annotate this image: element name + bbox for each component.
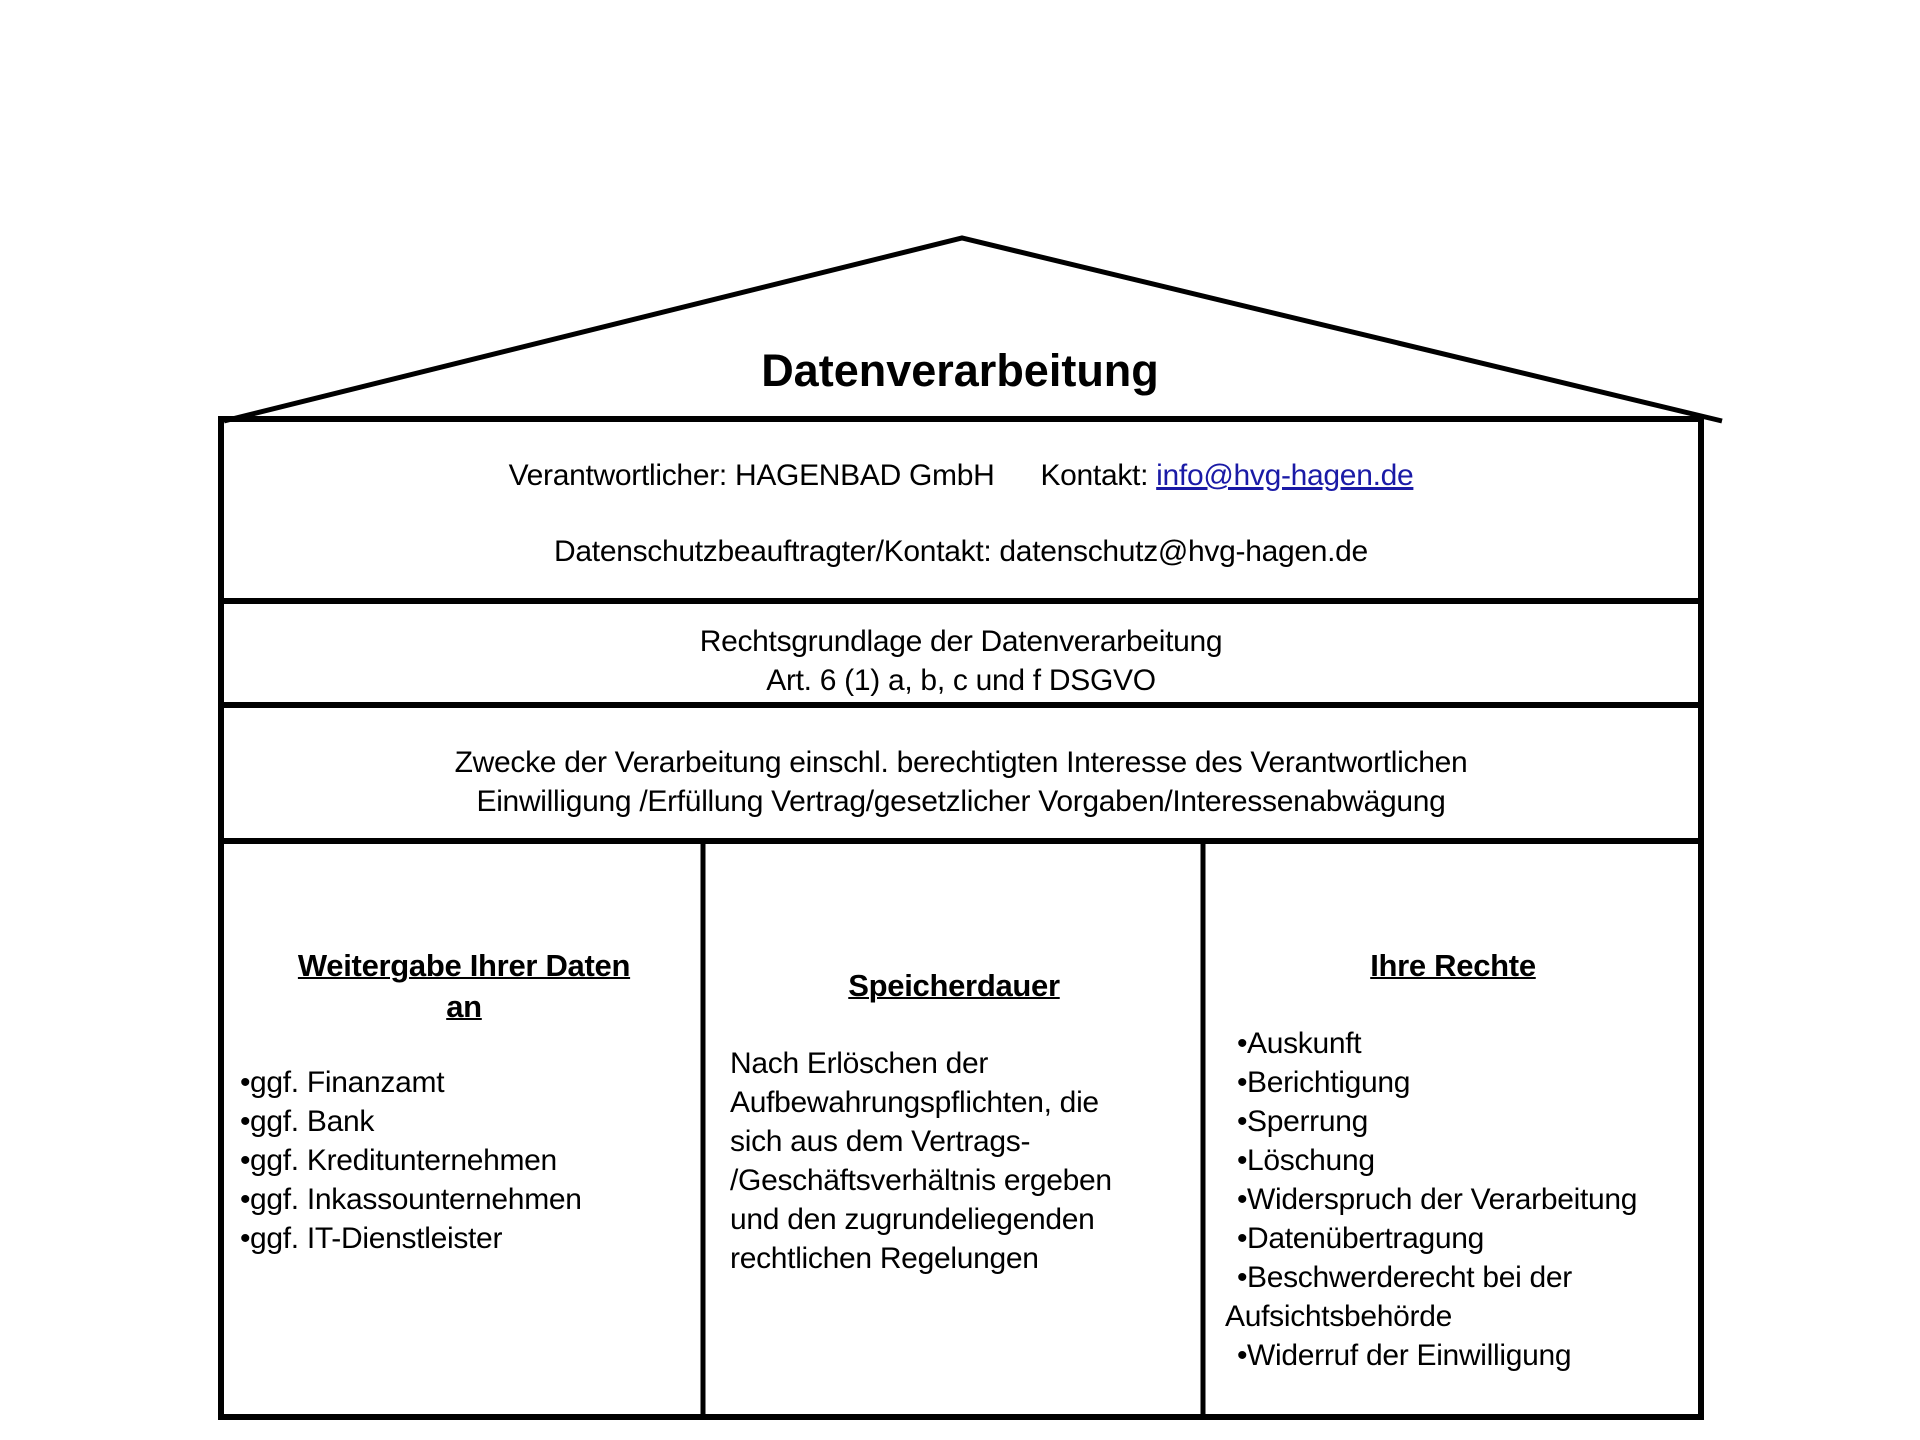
rights-list [1225, 1024, 1638, 1375]
purposes-line-1: Zwecke der Verarbeitung einschl. berechtigten Interesse des Verantwortlichen [454, 746, 1468, 779]
list-item [1237, 1336, 1637, 1375]
bullet-icon: • [1237, 1105, 1248, 1138]
list-item [240, 1141, 582, 1180]
list-item-text: Widerruf der Einwilligung [1247, 1339, 1572, 1372]
bullet-icon: • [1237, 1066, 1248, 1099]
contact-label: Kontakt: [1040, 459, 1149, 492]
list-item [240, 1219, 582, 1258]
list-item [1237, 1063, 1637, 1102]
list-item [1237, 1258, 1637, 1297]
bullet-icon: • [1237, 1261, 1248, 1294]
retention-text [730, 1044, 1112, 1278]
dpo-line: Datenschutzbeauftragter/Kontakt: datenschutz@hvg-hagen.de [554, 535, 1368, 568]
bullet-icon: • [1237, 1222, 1248, 1255]
list-item-text: ggf. Bank [250, 1105, 375, 1138]
retention-line: Nach Erlöschen der [730, 1047, 989, 1080]
list-item-text: ggf. IT-Dienstleister [250, 1222, 503, 1255]
list-item [240, 1063, 582, 1102]
legal-basis-line-1: Rechtsgrundlage der Datenverarbeitung [699, 625, 1223, 658]
list-item-text: Berichtigung [1247, 1066, 1411, 1099]
contact-email-link[interactable]: info@hvg-hagen.de [1156, 459, 1414, 492]
list-item-text: Löschung [1247, 1144, 1375, 1177]
bullet-icon: • [1237, 1027, 1248, 1060]
list-item [1237, 1141, 1637, 1180]
retention-line: rechtlichen Regelungen [730, 1242, 1039, 1275]
bullet-icon: • [1237, 1144, 1248, 1177]
list-item-text: Widerspruch der Verarbeitung [1247, 1183, 1638, 1216]
list-item-continuation: Aufsichtsbehörde [1225, 1300, 1453, 1333]
list-item-text: ggf. Inkassounternehmen [250, 1183, 582, 1216]
list-item [240, 1102, 582, 1141]
sharing-heading-line-2: an [446, 989, 482, 1024]
list-item-text: Beschwerderecht bei der [1247, 1261, 1572, 1294]
bullet-icon: • [240, 1105, 251, 1138]
rights-heading: Ihre Rechte [1370, 948, 1536, 983]
list-item-text: Sperrung [1247, 1105, 1369, 1138]
list-item-text: Datenübertragung [1247, 1222, 1485, 1255]
bullet-icon: • [240, 1144, 251, 1177]
list-item [1237, 1219, 1637, 1258]
list-item-text: ggf. Finanzamt [250, 1066, 445, 1099]
sharing-list [240, 1063, 582, 1258]
bullet-icon: • [240, 1183, 251, 1216]
list-item [1237, 1024, 1637, 1063]
purposes-line-2: Einwilligung /Erfüllung Vertrag/gesetzlicher Vorgaben/Interessenabwägung [476, 785, 1446, 818]
controller-label: Verantwortlicher: HAGENBAD GmbH [508, 459, 995, 492]
retention-heading: Speicherdauer [848, 968, 1060, 1003]
retention-line: sich aus dem Vertrags- [730, 1125, 1031, 1158]
controller-line [221, 456, 1701, 495]
legal-basis-line-2: Art. 6 (1) a, b, c und f DSGVO [766, 664, 1156, 697]
retention-line: und den zugrundeliegenden [730, 1203, 1095, 1236]
bullet-icon: • [1237, 1339, 1248, 1372]
list-item-text: Auskunft [1247, 1027, 1362, 1060]
retention-line: /Geschäftsverhältnis ergeben [730, 1164, 1112, 1197]
bullet-icon: • [1237, 1183, 1248, 1216]
retention-line: Aufbewahrungspflichten, die [730, 1086, 1099, 1119]
page-title: Datenverarbeitung [761, 345, 1159, 396]
bullet-icon: • [240, 1066, 251, 1099]
bullet-icon: • [240, 1222, 251, 1255]
sharing-heading-line-1: Weitergabe Ihrer Daten [297, 948, 631, 983]
list-item-text: ggf. Kreditunternehmen [250, 1144, 557, 1177]
list-item [1237, 1180, 1637, 1219]
list-item [1237, 1102, 1637, 1141]
list-item [240, 1180, 582, 1219]
